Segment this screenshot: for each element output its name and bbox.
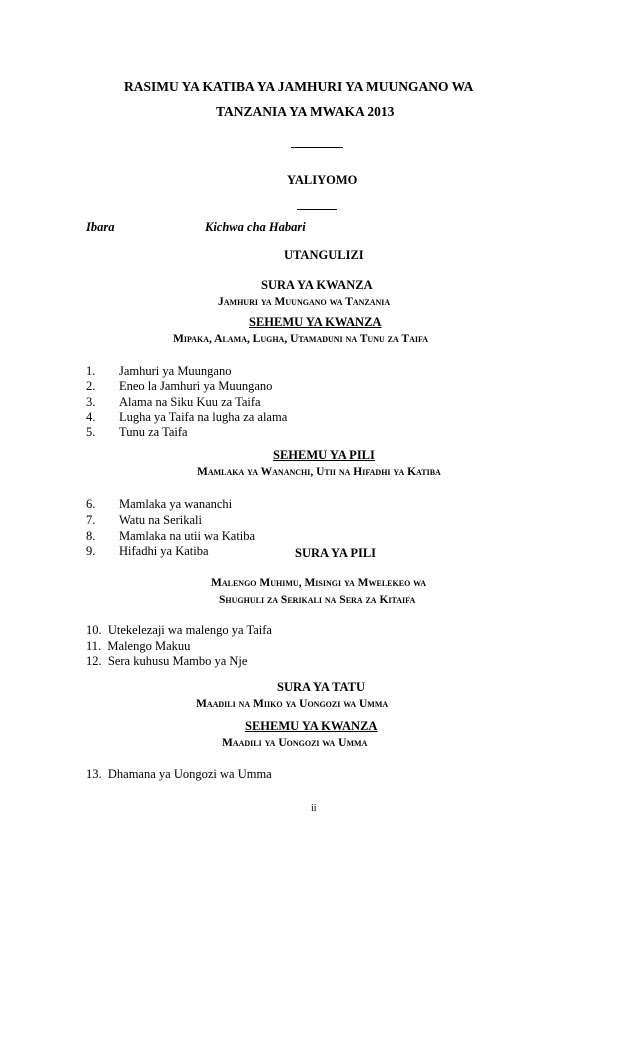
list-item-number: 2. (86, 379, 96, 393)
list-item: Jamhuri ya Muungano (119, 364, 232, 378)
column-article-label: Ibara (86, 220, 115, 234)
preamble-heading: UTANGULIZI (284, 248, 364, 262)
contents-heading: YALIYOMO (287, 173, 358, 187)
list-item: Mamlaka na utii wa Katiba (119, 529, 256, 543)
page-number: ii (311, 803, 317, 814)
list-item: Watu na Serikali (119, 513, 202, 527)
list-item-number: 9. (86, 544, 96, 558)
list-item: 11. Malengo Makuu (86, 639, 191, 653)
list-item-number: 4. (86, 410, 96, 424)
chapter-1-heading: SURA YA KWANZA (261, 278, 373, 292)
chapter-1-part-1-heading: SEHEMU YA KWANZA (249, 315, 382, 329)
column-title-label: Kichwa cha Habari (205, 220, 306, 234)
chapter-1-part-2-heading: SEHEMU YA PILI (273, 448, 375, 462)
chapter-1-subtitle: Jamhuri ya Muungano wa Tanzania (218, 296, 391, 308)
list-item: 12. Sera kuhusu Mambo ya Nje (86, 654, 248, 668)
chapter-3-subtitle: Maadili na Miiko ya Uongozi wa Umma (196, 698, 389, 710)
list-item: 10. Utekelezaji wa malengo ya Taifa (86, 623, 272, 637)
chapter-2-subtitle-line-1: Malengo Muhimu, Misingi ya Mwelekeo wa (211, 577, 427, 589)
chapter-3-heading: SURA YA TATU (277, 680, 365, 694)
list-item: Lugha ya Taifa na lugha za alama (119, 410, 288, 424)
list-item: Alama na Siku Kuu za Taifa (119, 395, 261, 409)
separator-rule-1 (291, 147, 343, 148)
list-item-number: 6. (86, 497, 96, 511)
list-item: Tunu za Taifa (119, 425, 188, 439)
chapter-3-part-1-subtitle: Maadili ya Uongozi wa Umma (222, 737, 368, 749)
list-item: Mamlaka ya wananchi (119, 497, 233, 511)
chapter-2-subtitle-line-2: Shughuli za Serikali na Sera za Kitaifa (219, 594, 416, 606)
title-line-2: TANZANIA YA MWAKA 2013 (216, 104, 395, 119)
list-item-number: 8. (86, 529, 96, 543)
list-item-number: 1. (86, 364, 96, 378)
list-item: Hifadhi ya Katiba (119, 544, 209, 558)
list-item: Eneo la Jamhuri ya Muungano (119, 379, 273, 393)
list-item-number: 7. (86, 513, 96, 527)
title-line-1: RASIMU YA KATIBA YA JAMHURI YA MUUNGANO WA (124, 79, 474, 94)
chapter-3-part-1-heading: SEHEMU YA KWANZA (245, 719, 378, 733)
chapter-1-part-1-subtitle: Mipaka, Alama, Lugha, Utamaduni na Tunu za Taifa (173, 333, 429, 345)
list-item-number: 3. (86, 395, 96, 409)
list-item-number: 5. (86, 425, 96, 439)
separator-rule-2 (297, 209, 337, 210)
chapter-2-heading: SURA YA PILI (295, 546, 377, 560)
list-item: 13. Dhamana ya Uongozi wa Umma (86, 767, 272, 781)
chapter-1-part-2-subtitle: Mamlaka ya Wananchi, Utii na Hifadhi ya Katiba (197, 466, 441, 478)
